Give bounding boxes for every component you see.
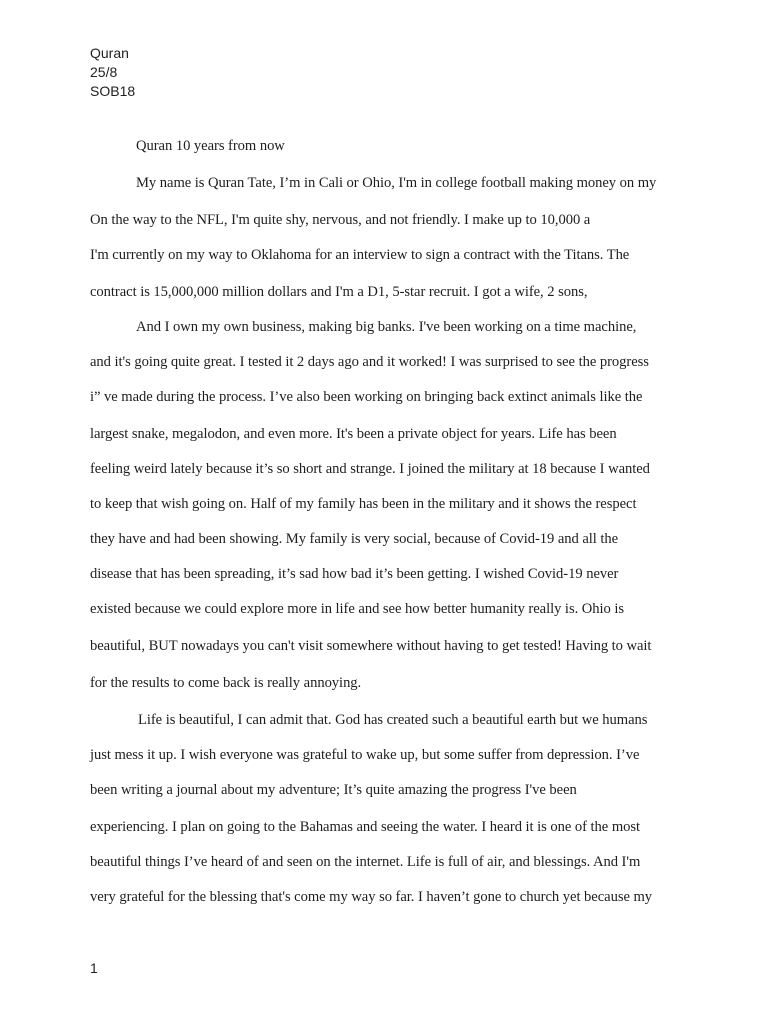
- text-line: very grateful for the blessing that's come my way so far. I haven’t gone to church yet because my: [90, 889, 653, 905]
- text-line: contract is 15,000,000 million dollars and I'm a D1, 5-star recruit. I got a wife, 2 sons,: [90, 284, 588, 300]
- text-line: to keep that wish going on. Half of my family has been in the military and it shows the respect: [90, 496, 637, 512]
- text-line: been writing a journal about my adventure; It’s quite amazing the progress I've been: [90, 782, 577, 798]
- text-line: beautiful things I’ve heard of and seen on the internet. Life is full of air, and blessings. And I'm: [90, 854, 641, 870]
- essay-title: Quran 10 years from now: [136, 138, 285, 154]
- text-line: they have and had been showing. My family is very social, because of Covid-19 and all the: [90, 531, 619, 547]
- text-line: On the way to the NFL, I'm quite shy, nervous, and not friendly. I make up to 10,000 a: [90, 212, 591, 228]
- text-line: disease that has been spreading, it’s sad how bad it’s been getting. I wished Covid-19 never: [90, 566, 619, 582]
- text-line: for the results to come back is really annoying.: [90, 675, 362, 691]
- document-header: [90, 44, 135, 101]
- text-line: largest snake, megalodon, and even more. It's been a private object for years. Life has been: [90, 426, 617, 442]
- text-line: just mess it up. I wish everyone was grateful to wake up, but some suffer from depression. I’ve: [90, 747, 640, 763]
- date: 25/8: [90, 64, 118, 80]
- author-name: Quran: [90, 45, 129, 61]
- text-line: And I own my own business, making big banks. I've been working on a time machine,: [136, 319, 637, 335]
- text-line: experiencing. I plan on going to the Bahamas and seeing the water. I heard it is one of the most: [90, 819, 641, 835]
- text-line: feeling weird lately because it’s so short and strange. I joined the military at 18 because I wanted: [90, 461, 650, 477]
- text-line: I'm currently on my way to Oklahoma for an interview to sign a contract with the Titans. The: [90, 247, 630, 263]
- text-line: My name is Quran Tate, I’m in Cali or Ohio, I'm in college football making money on my: [136, 175, 657, 191]
- text-line: and it's going quite great. I tested it 2 days ago and it worked! I was surprised to see the progress: [90, 354, 649, 370]
- text-line: Life is beautiful, I can admit that. God has created such a beautiful earth but we humans: [138, 712, 648, 728]
- text-line: beautiful, BUT nowadays you can't visit somewhere without having to get tested! Having to wait: [90, 638, 652, 654]
- text-line: i” ve made during the process. I’ve also been working on bringing back extinct animals like the: [90, 389, 643, 405]
- text-line: existed because we could explore more in life and see how better humanity really is. Ohio is: [90, 601, 624, 617]
- page-number: 1: [90, 960, 98, 976]
- class-code: SOB18: [90, 83, 136, 99]
